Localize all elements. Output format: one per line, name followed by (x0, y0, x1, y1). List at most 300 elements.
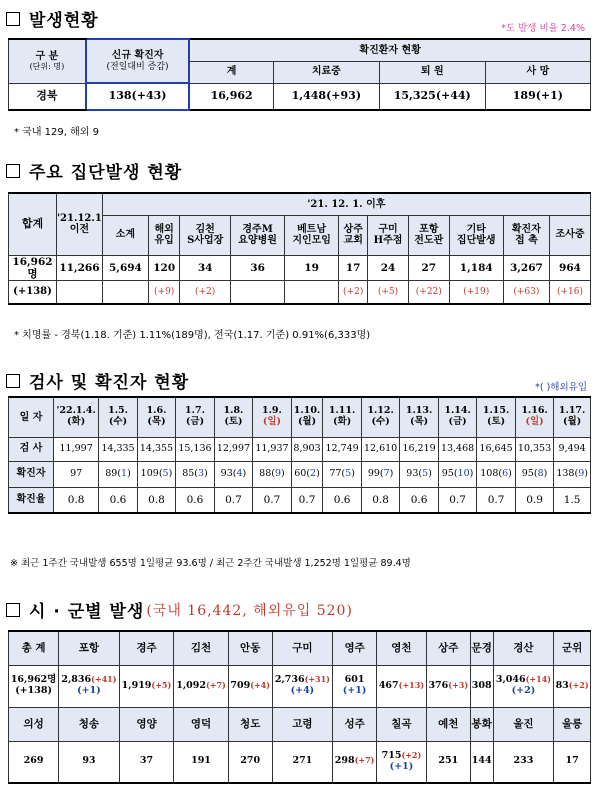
cluster-col-header (285, 215, 339, 255)
city-total: 3,046 (495, 674, 526, 686)
date-header-cell (253, 397, 291, 437)
city-value-cell (59, 665, 120, 707)
confirmed-value: 99 (367, 467, 380, 479)
date-header-cell (54, 397, 99, 437)
tests-value-cell: 11,997 (54, 437, 99, 461)
city-name-cell: 청송 (59, 707, 120, 741)
city-name-cell: 영양 (119, 707, 174, 741)
confirmed-value-cell (323, 461, 361, 487)
city-value-cell (333, 741, 377, 783)
rate-value-cell: 0.8 (54, 487, 99, 513)
col-label-line1: 조사중 (555, 229, 585, 241)
cluster-value-cell: 24 (368, 255, 409, 280)
rate-value-cell: 1.5 (554, 487, 591, 513)
cluster-change-cell: (+63) (503, 280, 549, 304)
header-total: 합계 (9, 193, 57, 255)
city-change: (+4) (250, 679, 271, 690)
weekday-text: (일) (525, 416, 544, 428)
overseas-value: 5 (345, 467, 352, 479)
section-heading: 검사 및 확진자 현황 (29, 373, 190, 393)
weekday-text: (수) (108, 416, 128, 428)
city-value-cell (228, 741, 272, 783)
rate-value-cell: 0.8 (361, 487, 399, 513)
cluster-change-cell: (+138) (9, 280, 57, 304)
cluster-change-cell (102, 280, 148, 304)
city-name-cell: 칠곡 (377, 707, 427, 741)
city-value-cell (9, 665, 59, 707)
confirmed-value-cell (137, 461, 175, 487)
col-label-line2: 지인모임 (292, 235, 331, 246)
discharged-cell: 15,325(+44) (379, 83, 485, 110)
header-date-label: 일 자 (9, 397, 54, 437)
confirmed-value-cell (99, 461, 137, 487)
col-label-line1: 확진자 (511, 223, 541, 235)
tests-table (8, 396, 591, 514)
col-label-line1: 포항 (419, 223, 439, 235)
city-total: 270 (240, 755, 261, 767)
row-label-rate: 확진율 (9, 487, 54, 513)
paren: ( (341, 467, 346, 479)
paren: ( (498, 467, 503, 479)
city-total: 251 (438, 755, 459, 767)
death-cell: 189(+1) (485, 83, 590, 110)
paren: ( (453, 467, 458, 479)
confirmed-value: 138 (556, 467, 575, 479)
col-label-line1: 상주 (343, 223, 363, 235)
cluster-value-cell: 964 (550, 255, 591, 280)
overseas-value: 5 (162, 467, 169, 479)
cluster-change-cell: (+9) (149, 280, 180, 304)
confirmed-value: 93 (220, 467, 233, 479)
city-total: 93 (82, 755, 96, 767)
weekday-text: (목) (410, 416, 429, 428)
header-treatment: 치료중 (273, 61, 379, 83)
paren: ) (351, 467, 355, 479)
date-text: 1.11. (328, 405, 356, 417)
rate-value-cell: 0.6 (400, 487, 438, 513)
city-total: 298 (334, 755, 355, 767)
city-value-cell (426, 741, 470, 783)
rate-value-cell: 0.6 (99, 487, 137, 513)
city-name-cell: 총 계 (9, 631, 59, 665)
col-label-line1: 소계 (115, 229, 136, 241)
paren: ) (242, 467, 247, 479)
rate-value-cell: 0.7 (438, 487, 476, 513)
city-name-cell: 안동 (228, 631, 272, 665)
confirmed-value: 95 (521, 467, 534, 479)
cluster-value-cell: 16,962명 (9, 255, 57, 280)
city-overseas: (+4) (290, 685, 315, 696)
col-label-line1: 해외 (154, 223, 174, 235)
cluster-change-cell: (+2) (180, 280, 231, 304)
city-change: (+41) (91, 674, 117, 685)
cluster-value-cell: 34 (180, 255, 231, 280)
total-cell: 16,962 (189, 83, 273, 110)
city-overseas: (+138) (15, 685, 52, 696)
confirmed-value: 109 (140, 467, 159, 479)
tests-value-cell: 9,494 (554, 437, 591, 461)
col-label-line2: 교회 (343, 235, 363, 246)
rate-value-cell: 0.7 (253, 487, 291, 513)
date-header-cell (477, 397, 515, 437)
overseas-value: 8 (537, 467, 544, 479)
city-name-cell: 경산 (493, 631, 554, 665)
overseas-value: 4 (236, 467, 243, 479)
city-change: (+31) (304, 674, 330, 685)
col-label-line1: 김천 (195, 223, 215, 235)
cluster-value-cell: 19 (285, 255, 339, 280)
city-value-cell (9, 741, 59, 783)
city-value-cell (272, 741, 333, 783)
paren: ( (194, 467, 198, 479)
overseas-value: 5 (422, 467, 429, 479)
checkbox-square-icon (6, 164, 20, 178)
city-name-cell: 예천 (426, 707, 470, 741)
paren: ) (428, 467, 432, 479)
city-value-cell (333, 665, 377, 707)
paren: ) (508, 467, 512, 479)
cluster-change-cell: (+22) (408, 280, 449, 304)
col-label-line2: 전도관 (414, 235, 444, 246)
city-change: (+2) (568, 679, 589, 690)
paren: ) (281, 467, 285, 479)
checkbox-square-icon (6, 12, 20, 26)
cluster-value-cell: 17 (339, 255, 368, 280)
tests-value-cell: 13,468 (438, 437, 476, 461)
city-value-cell (59, 741, 120, 783)
city-name-cell: 청도 (228, 707, 272, 741)
col-label-line1: 경주M (242, 223, 273, 235)
confirmed-value-cell (515, 461, 553, 487)
rate-value-cell: 0.7 (477, 487, 515, 513)
city-total: 709 (230, 679, 251, 691)
paren: ( (306, 467, 311, 479)
city-change: (+2) (401, 749, 422, 760)
city-name-cell: 경주 (119, 631, 174, 665)
date-header-cell (323, 397, 361, 437)
city-value-cell (119, 665, 174, 707)
date-text: 1.7. (185, 405, 205, 417)
overseas-value: 3 (198, 467, 205, 479)
confirmed-value-cell (214, 461, 252, 487)
confirmed-value-cell (253, 461, 291, 487)
paren: ) (168, 467, 173, 479)
treatment-cell: 1,448(+93) (273, 83, 379, 110)
header-after: '21. 12. 1. 이후 (102, 193, 590, 215)
city-table (8, 630, 591, 784)
city-value-cell (554, 741, 591, 783)
city-total: 271 (292, 755, 313, 767)
fatality-note: * 치명률 - 경북(1.18. 기준) 1.11%(189명), 전국(1.17. 기준) 0.91%(6,333명) (14, 330, 371, 341)
ratio-note: *도 발생 비율 2.4% (501, 23, 585, 34)
header-total: 계 (189, 61, 273, 83)
confirmed-value: 77 (329, 467, 342, 479)
confirmed-value: 95 (441, 467, 454, 479)
checkbox-square-icon (6, 374, 20, 388)
cluster-change-cell (57, 280, 103, 304)
header-new-cases: 신규 확진자 (전일대비 증감) (86, 39, 190, 83)
tests-value-cell: 14,335 (99, 437, 137, 461)
city-value-cell (493, 665, 554, 707)
overseas-value: 9 (578, 467, 585, 479)
section-heading: 발생현황 (29, 11, 99, 31)
city-change: (+5) (151, 679, 172, 690)
date-text: 1.14. (444, 405, 471, 417)
city-name-cell: 울진 (493, 707, 554, 741)
tests-value-cell: 12,997 (214, 437, 252, 461)
city-overseas: (+1) (77, 685, 101, 696)
col-label-line2: 접 촉 (514, 235, 538, 246)
paren: ) (543, 467, 548, 479)
date-text: 1.8. (223, 405, 244, 417)
overseas-value: 9 (274, 467, 282, 479)
paren: ( (158, 467, 163, 479)
tests-value-cell: 16,645 (477, 437, 515, 461)
weekday-text: (목) (147, 416, 166, 428)
col-label-line2: 요양병원 (238, 235, 277, 246)
city-total: 191 (191, 755, 211, 767)
weekday-text: (수) (371, 416, 390, 428)
checkbox-square-icon (6, 603, 20, 617)
rate-value-cell: 0.7 (291, 487, 323, 513)
paren: ( (271, 467, 275, 479)
cluster-value-cell: 1,184 (449, 255, 503, 280)
new-cases-cell: 138(+43) (86, 83, 190, 110)
confirmed-value-cell (438, 461, 476, 487)
city-name-cell: 김천 (174, 631, 229, 665)
city-value-cell (377, 741, 427, 783)
city-change: (+3) (448, 679, 469, 690)
city-total: 2,836 (61, 674, 92, 686)
date-header-cell (554, 397, 591, 437)
city-total: 37 (139, 755, 154, 767)
overseas-value: 6 (502, 467, 509, 479)
city-value-cell (470, 741, 493, 783)
section-title-occurrence (6, 6, 99, 31)
city-total: 376 (428, 679, 449, 691)
weekday-text: (금) (185, 416, 205, 428)
city-total: 467 (378, 679, 399, 691)
overseas-value: 7 (383, 467, 390, 479)
city-name-cell: 울릉 (554, 707, 591, 741)
city-name-cell: 의성 (9, 707, 59, 741)
city-value-cell (174, 665, 229, 707)
confirmed-value: 89 (105, 467, 118, 479)
city-change: (+7) (205, 679, 226, 690)
city-value-cell (174, 741, 229, 783)
date-header-cell (361, 397, 399, 437)
rate-value-cell: 0.6 (176, 487, 214, 513)
header-status: 확진환자 현황 (189, 39, 590, 61)
date-header-cell (137, 397, 175, 437)
paren: ) (584, 467, 588, 479)
section-heading: 주요 집단발생 현황 (29, 163, 183, 183)
paren: ( (232, 467, 237, 479)
city-overseas: (+1) (389, 760, 414, 772)
confirmed-value: 60 (294, 467, 307, 479)
city-change: (+7) (354, 755, 375, 766)
city-value-cell (377, 665, 427, 707)
date-text: 1.6. (146, 405, 167, 417)
col-label-line1: 베트남 (297, 223, 327, 235)
date-text: 1.13. (405, 405, 433, 417)
city-name-cell: 영천 (377, 631, 427, 665)
cluster-change-cell (285, 280, 339, 304)
city-value-cell (470, 665, 493, 707)
cluster-col-header (550, 215, 591, 255)
confirmed-value: 97 (70, 467, 83, 479)
row-label-tests: 검 사 (9, 437, 54, 461)
city-total: 269 (23, 755, 44, 767)
cluster-table (8, 192, 591, 305)
confirmed-value-cell (176, 461, 214, 487)
col-label-line1: 구미 (378, 223, 398, 235)
city-overseas: (+2) (511, 685, 536, 696)
weekday-text: (토) (486, 416, 506, 428)
date-text: 1.15. (482, 405, 510, 417)
city-name-cell: 구미 (272, 631, 333, 665)
cluster-col-header (149, 215, 180, 255)
city-value-cell (272, 665, 333, 707)
confirmed-value-cell (477, 461, 515, 487)
row-label-confirmed: 확진자 (9, 461, 54, 487)
cluster-col-header (368, 215, 409, 255)
tests-value-cell: 12,749 (323, 437, 361, 461)
paren: ( (379, 467, 384, 479)
cluster-col-header (503, 215, 549, 255)
section-title-tests (6, 368, 189, 393)
cluster-value-cell: 36 (231, 255, 285, 280)
cluster-col-header (339, 215, 368, 255)
city-total: 144 (471, 755, 492, 767)
cluster-value-cell: 120 (149, 255, 180, 280)
paren: ( (533, 467, 538, 479)
date-text: 1.10. (293, 405, 321, 417)
cluster-change-cell (231, 280, 285, 304)
cluster-col-header (180, 215, 231, 255)
header-category: 구 분 (단위: 명) (9, 39, 86, 83)
confirmed-value-cell (400, 461, 438, 487)
city-name-cell: 문경 (470, 631, 493, 665)
col-label-line2: H주점 (373, 235, 403, 246)
paren: ( (117, 467, 122, 479)
city-name-cell: 고령 (272, 707, 333, 741)
weekday-text: (화) (67, 416, 86, 428)
cluster-col-header (449, 215, 503, 255)
city-name-cell: 포항 (59, 631, 120, 665)
rate-value-cell: 0.9 (515, 487, 553, 513)
city-change: (+13) (398, 679, 425, 690)
city-total: 308 (471, 679, 492, 691)
section-subheading: (국내 16,442, 해외유입 520) (146, 602, 353, 619)
city-total: 233 (513, 755, 534, 767)
cluster-value-cell: 3,267 (503, 255, 549, 280)
date-text: 1.9. (262, 405, 282, 417)
city-name-cell: 군위 (554, 631, 591, 665)
confirmed-value-cell (361, 461, 399, 487)
cluster-col-header (102, 215, 148, 255)
city-value-cell (426, 665, 470, 707)
header-before: '21.12.1 이전 (57, 193, 103, 255)
city-change: (+14) (525, 674, 552, 685)
date-header-cell (214, 397, 252, 437)
section-title-cities (6, 597, 353, 622)
date-header-cell (291, 397, 323, 437)
weekday-text: (월) (297, 416, 317, 428)
tests-value-cell: 16,219 (400, 437, 438, 461)
tests-value-cell: 14,355 (137, 437, 175, 461)
cluster-value-cell: 11,266 (57, 255, 103, 280)
paren: ) (389, 467, 394, 479)
col-label-line2: 유입 (154, 235, 174, 246)
paren: ) (469, 467, 474, 479)
city-name-cell: 봉화 (470, 707, 493, 741)
date-header-cell (99, 397, 137, 437)
overseas-note: *( )해외유입 (535, 382, 587, 393)
paren: ) (204, 467, 208, 479)
header-death: 사 망 (485, 61, 590, 83)
cluster-change-cell: (+16) (550, 280, 591, 304)
city-total: 16,962명 (10, 674, 57, 686)
overseas-value: 10 (457, 467, 470, 479)
city-name-cell: 영덕 (174, 707, 229, 741)
recent-summary-note: ※ 최근 1주간 국내발생 655명 1일평균 93.6명 / 최근 2주간 국내발생 1,252명 1일평균 89.4명 (10, 558, 411, 569)
confirmed-value: 93 (406, 467, 419, 479)
col-label-line2: S사업장 (187, 235, 224, 246)
overseas-value: 2 (310, 467, 317, 479)
cluster-value-cell: 5,694 (102, 255, 148, 280)
tests-value-cell: 11,937 (253, 437, 291, 461)
confirmed-value-cell (54, 461, 99, 487)
cluster-change-cell: (+2) (339, 280, 368, 304)
date-text: 1.16. (521, 405, 548, 417)
weekday-text: (화) (333, 416, 352, 428)
city-total: 2,736 (274, 674, 305, 686)
city-value-cell (228, 665, 272, 707)
weekday-text: (금) (448, 416, 467, 428)
date-text: 1.5. (108, 405, 128, 417)
weekday-text: (일) (262, 416, 282, 428)
date-text: 1.12. (367, 405, 394, 417)
paren: ( (574, 467, 579, 479)
paren: ) (127, 467, 131, 479)
date-header-cell (515, 397, 553, 437)
city-value-cell (493, 741, 554, 783)
city-total: 715 (381, 749, 402, 761)
rate-value-cell: 0.7 (214, 487, 252, 513)
rate-value-cell: 0.8 (137, 487, 175, 513)
tests-value-cell: 10,353 (515, 437, 553, 461)
city-value-cell (554, 665, 591, 707)
tests-value-cell: 8,903 (291, 437, 323, 461)
city-total: 83 (555, 679, 569, 691)
confirmed-value: 108 (480, 467, 499, 479)
cluster-change-cell: (+5) (368, 280, 409, 304)
confirmed-value: 85 (182, 467, 195, 479)
cluster-change-cell: (+19) (449, 280, 503, 304)
domestic-overseas-note: * 국내 129, 해외 9 (14, 127, 99, 138)
cluster-col-header (408, 215, 449, 255)
confirmed-value-cell (554, 461, 591, 487)
occurrence-table (8, 38, 591, 111)
city-total: 601 (344, 674, 365, 686)
cluster-col-header (231, 215, 285, 255)
paren: ( (418, 467, 423, 479)
cluster-value-cell: 27 (408, 255, 449, 280)
city-total: 1,092 (176, 679, 206, 691)
date-text: 1.17. (558, 405, 586, 417)
date-header-cell (438, 397, 476, 437)
